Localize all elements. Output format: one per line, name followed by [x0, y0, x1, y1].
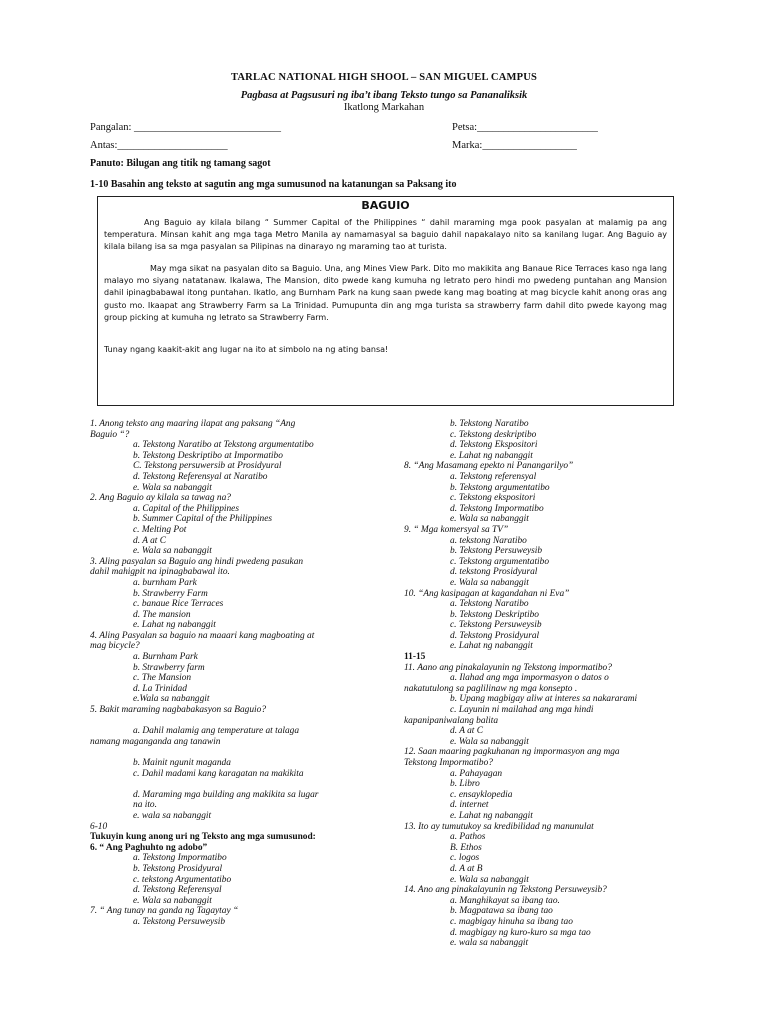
answer-option: e. Wala sa nabanggit [133, 482, 212, 493]
question-text: Tekstong Impormatibo? [404, 758, 493, 768]
question-text: 9. “ Mga komersyal sa TV” [404, 524, 509, 535]
answer-option: d. Tekstong Referensyal [133, 885, 222, 896]
answer-option: e. Lahat ng nabanggit [133, 620, 216, 631]
answer-option: b. Tekstong Persuweysib [450, 546, 543, 557]
answer-option: c. Tekstong argumentatibo [450, 556, 550, 567]
answer-option: a. Tekstong Naratibo at Tekstong argumentatibo [133, 440, 314, 451]
passage-paragraph-1: Ang Baguio ay kilala bilang “ Summer Capital of the Philippines “ dahil maraming mga pook pasyalan at malamig pa ang temperatura. Minsan kahit ang mga taga Metro Manila ay namamasyal sa baguio dahil napakalayo nito sa kanilang lugar. Ang Baguio ay kilala bilang isa sa mga pasyalan sa Pilipinas na dinarayo ng maraming tao at turista. [104, 218, 667, 252]
answer-option: d. Tekstong Impormatibo [450, 503, 544, 514]
answer-option: a. Tekstong Naratibo [450, 599, 529, 610]
answer-option: a. Pathos [450, 832, 486, 843]
answer-option: b. Summer Capital of the Philippines [133, 514, 273, 525]
passage-paragraph-3: Tunay ngang kaakit-akit ang lugar na ito at simbolo na ng ating bansa! [104, 345, 389, 354]
answer-option: a. tekstong Naratibo [450, 535, 527, 546]
question-text: 4. Aling Pasyalan sa baguio na maaari kang magboating at [90, 630, 315, 641]
answer-option: b. Strawberry Farm [133, 588, 208, 599]
answer-option: c. magbigay hinuha sa ibang tao [450, 916, 573, 927]
answer-option: c. logos [450, 853, 480, 864]
question-text: 12. Saan maaring pagkuhanan ng impormasyon ang mga [404, 747, 620, 758]
answer-option: e. Wala sa nabanggit [133, 546, 212, 557]
answer-option: e. Wala sa nabanggit [450, 577, 529, 588]
answer-option: b. Libro [450, 779, 480, 790]
score-field: Marka:__________________ [452, 140, 577, 151]
answer-option: d. A at B [450, 863, 483, 874]
answer-option: b. Upang magbigay aliw at interes sa nakararami [450, 694, 638, 705]
name-field: Pangalan: ____________________________ [90, 122, 282, 133]
answer-option: d. Tekstong Prosidyural [450, 630, 540, 641]
answer-option: a. Burnham Park [133, 652, 198, 663]
question-text [90, 779, 380, 790]
question-text: 11. Aano ang pinakalayunin ng Tekstong impormatibo? [404, 662, 612, 673]
answer-option: B. Ethos [450, 842, 482, 853]
question-text: mag bicycle? [90, 641, 140, 652]
question-text: 14. Ano ang pinakalayunin ng Tekstong Persuweysib? [404, 885, 607, 896]
question-text: 2. Ang Baguio ay kilala sa tawag na? [90, 493, 231, 504]
answer-option: c. Melting Pot [133, 524, 187, 535]
answer-option: e. Wala sa nabanggit [450, 514, 529, 525]
answer-option: e. wala sa nabanggit [450, 938, 529, 949]
answer-option: e. Wala sa nabanggit [133, 895, 212, 906]
answer-option: e. wala sa nabanggit [133, 810, 212, 821]
answer-option: b. Tekstong Naratibo [450, 419, 529, 429]
answer-option: d. La Trinidad [133, 683, 187, 694]
answer-option: d. A at C [450, 726, 483, 737]
directions: Panuto: Bilugan ang titik ng tamang sagot [90, 158, 271, 169]
answer-option: a. Manghikayat sa ibang tao. [450, 895, 560, 906]
question-text: 6. “ Ang Paghuhto ng adobo” [90, 842, 208, 853]
answer-option: a. Pahayagan [450, 768, 503, 779]
answer-option: e.Wala sa nabanggit [133, 694, 210, 705]
answer-option: b. Tekstong Prosidyural [133, 863, 223, 874]
answer-option: d. A at C [133, 535, 166, 546]
question-text: 7. “ Ang tunay na ganda ng Tagaytay “ [90, 906, 239, 917]
answer-option: d. internet [450, 800, 489, 811]
quarter-label: Ikatlong Markahan [343, 102, 425, 113]
question-text: kapanipaniwalang balita [404, 715, 499, 726]
answer-option: b. Tekstong Deskriptibo at Impormatibo [133, 450, 283, 461]
answer-option: b. Magpatawa sa ibang tao [450, 906, 553, 917]
passage-title: BAGUIO [361, 199, 410, 212]
answer-option: a. Dahil malamig ang temperature at talaga [133, 726, 300, 737]
answer-option: d. Tekstong Ekspositori [450, 440, 538, 451]
answer-option: b. Tekstong argumentatibo [450, 482, 550, 493]
question-text: 10. “Ang kasipagan at kagandahan ni Eva” [404, 588, 570, 599]
question-text [90, 716, 380, 727]
answer-option: a. burnham Park [133, 577, 197, 588]
questions-column-left [90, 419, 380, 928]
reading-passage-box [97, 196, 674, 406]
answer-option: e. Lahat ng nabanggit [450, 450, 533, 461]
answer-option: a. Capital of the Philippines [133, 503, 239, 514]
answer-option: a. Tekstong Persuweysib [133, 916, 226, 927]
question-text: 6-10 [90, 821, 108, 832]
part-instructions: 1-10 Basahin ang teksto at sagutin ang mga sumusunod na katanungan sa Paksang ito [90, 179, 457, 190]
answer-option: e. Lahat ng nabanggit [450, 641, 533, 652]
question-text: 3. Aling pasyalan sa Baguio ang hindi pwedeng pasukan [90, 556, 304, 567]
question-text: namang maganganda ang tanawin [90, 736, 221, 747]
question-text: Tukuyin kung anong uri ng Teksto ang mga sumusunod: [90, 832, 316, 843]
answer-option: d. tekstong Prosidyural [450, 567, 538, 578]
answer-option: C. Tekstong persuwersib at Prosidyural [133, 461, 282, 472]
question-text: 8. “Ang Masamang epekto ni Panangarilyo” [404, 461, 574, 472]
answer-option: a. Ilahad ang mga impormasyon o datos o [450, 673, 609, 684]
answer-option: e. Lahat ng nabanggit [450, 810, 533, 821]
question-text: 5. Bakit maraming nagbabakasyon sa Baguio? [90, 705, 267, 716]
question-text: 13. Ito ay tumutukoy sa kredibilidad ng manunulat [404, 821, 594, 832]
answer-option: b. Mainit ngunit maganda [133, 758, 231, 768]
answer-option: b. Strawberry farm [133, 662, 205, 673]
question-text: dahil mahigpit na ipinagbabawal ito. [90, 567, 230, 578]
answer-option: c. banaue Rice Terraces [133, 599, 224, 610]
question-text [90, 747, 380, 758]
answer-option: d. magbigay ng kuro-kuro sa mga tao [450, 927, 591, 938]
school-name: TARLAC NATIONAL HIGH SHOOL – SAN MIGUEL CAMPUS [230, 72, 538, 83]
passage-paragraph-2: May mga sikat na pasyalan dito sa Baguio. Una, ang Mines View Park. Dito mo makikita ang Banaue Rice Terraces kaso nga lang malayo mo siyang natatanaw. Ikalawa, The Mansion, dito pwede kang kumuha ng letrato pero hindi mo pwedeng puntahan ang Mansion dahil ipinagbabawal itong puntahan. Ikatlo, ang Burnham Park na kung saan pwede kang mag boating at mag bicycle kahit anong oras ang gusto mo. Ikaapat ang Strawberry Farm sa La Trinidad. Pumupunta din ang mga turista sa strawberry farm dahil dito pwede kayong mag group picking at kumuha ng letrato sa Strawberry Farm. [104, 264, 667, 322]
answer-option: b. Tekstong Deskriptibo [450, 609, 539, 620]
question-text: 11-15 [404, 652, 426, 663]
answer-option: c. ensayklopedia [450, 789, 513, 800]
answer-option: na ito. [133, 800, 157, 811]
answer-option: a. Tekstong referensyal [450, 471, 537, 482]
answer-option: c. tekstong Argumentatibo [133, 874, 232, 885]
answer-option: d. Tekstong Referensyal at Naratibo [133, 471, 268, 482]
answer-option: e. Wala sa nabanggit [450, 874, 529, 885]
answer-option: c. The Mansion [133, 673, 192, 684]
answer-option: c. Tekstong Persuweysib [450, 620, 542, 631]
answer-option: c. Dahil madami kang karagatan na makikita [133, 768, 304, 779]
question-text: 1. Anong teksto ang maaring ilapat ang paksang “Ang [90, 419, 296, 429]
answer-option: d. Maraming mga building ang makikita sa lugar [133, 789, 319, 800]
subject-title: Pagbasa at Pagsusuri ng iba’t ibang Teksto tungo sa Pananaliksik [240, 90, 528, 101]
question-text: Baguio “? [90, 429, 130, 440]
answer-option: e. Wala sa nabanggit [450, 736, 529, 747]
answer-option: a. Tekstong Impormatibo [133, 853, 227, 864]
answer-option: d. The mansion [133, 609, 191, 620]
questions-column-right [404, 419, 694, 949]
section-field: Antas:_____________________ [90, 140, 228, 151]
answer-option: c. Layunin ni mailahad ang mga hindi [450, 705, 594, 716]
answer-option: c. Tekstong deskriptibo [450, 429, 537, 440]
date-field: Petsa:_______________________ [452, 122, 598, 133]
answer-option: c. Tekstong ekspositori [450, 493, 536, 504]
question-text: nakatutulong sa paglilinaw ng mga konsepto . [404, 683, 578, 694]
